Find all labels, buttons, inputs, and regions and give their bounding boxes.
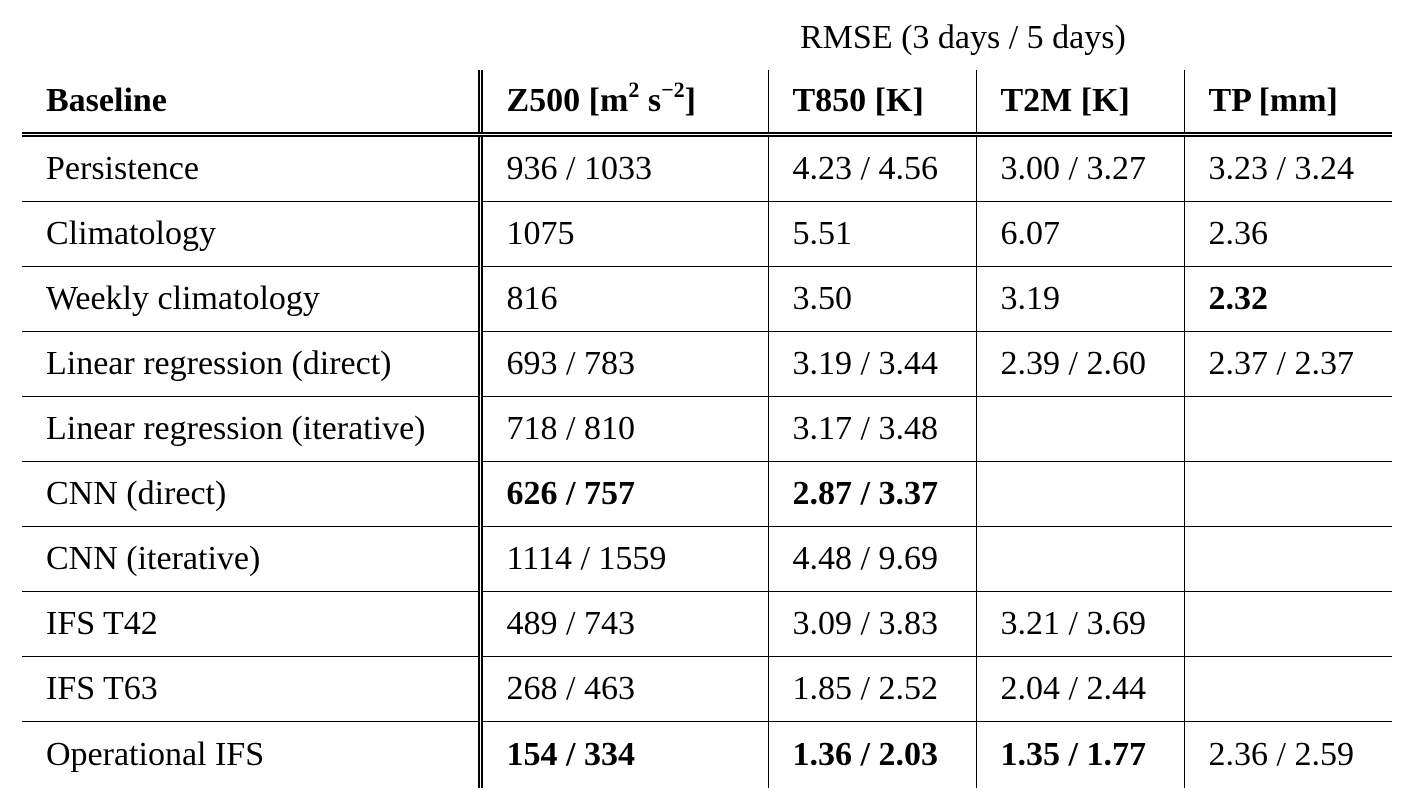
z500-header-sup1: 2 <box>628 77 640 102</box>
z500-header-prefix: Z500 [m <box>506 82 629 119</box>
col-header-tp: TP [mm] <box>1184 70 1392 135</box>
table-row <box>22 202 1392 267</box>
cell-z500: 718 / 810 <box>480 397 768 462</box>
cell-baseline: Linear regression (iterative) <box>22 397 480 462</box>
cell-t850: 4.23 / 4.56 <box>768 135 976 202</box>
table-row <box>22 267 1392 332</box>
cell-baseline: IFS T63 <box>22 657 480 722</box>
cell-baseline: Persistence <box>22 135 480 202</box>
cell-baseline: CNN (direct) <box>22 462 480 527</box>
col-header-baseline: Baseline <box>22 70 480 135</box>
table-row <box>22 462 1392 527</box>
cell-tp: 2.32 <box>1184 267 1392 332</box>
cell-z500: 1075 <box>480 202 768 267</box>
cell-t850: 1.36 / 2.03 <box>768 722 976 789</box>
cell-baseline: CNN (iterative) <box>22 527 480 592</box>
cell-t850: 5.51 <box>768 202 976 267</box>
cell-z500: 626 / 757 <box>480 462 768 527</box>
col-header-z500 <box>480 70 768 135</box>
cell-z500: 1114 / 1559 <box>480 527 768 592</box>
table-row <box>22 722 1392 789</box>
cell-t850: 2.87 / 3.37 <box>768 462 976 527</box>
col-header-t2m: T2M [K] <box>976 70 1184 135</box>
cell-baseline: Climatology <box>22 202 480 267</box>
cell-t2m: 3.19 <box>976 267 1184 332</box>
rmse-group-header: RMSE (3 days / 5 days) <box>800 19 1126 56</box>
cell-t2m <box>976 527 1184 592</box>
cell-tp: 2.36 / 2.59 <box>1184 722 1392 789</box>
cell-tp: 2.37 / 2.37 <box>1184 332 1392 397</box>
cell-t2m: 6.07 <box>976 202 1184 267</box>
z500-header-sup2: −2 <box>661 77 685 102</box>
cell-t2m <box>976 397 1184 462</box>
cell-tp: 2.36 <box>1184 202 1392 267</box>
cell-t850: 1.85 / 2.52 <box>768 657 976 722</box>
cell-z500: 268 / 463 <box>480 657 768 722</box>
cell-t2m: 2.39 / 2.60 <box>976 332 1184 397</box>
cell-t2m: 3.00 / 3.27 <box>976 135 1184 202</box>
cell-baseline: IFS T42 <box>22 592 480 657</box>
table-header-row <box>22 70 1392 135</box>
cell-tp <box>1184 397 1392 462</box>
cell-baseline: Operational IFS <box>46 736 265 773</box>
cell-t850: 3.50 <box>768 267 976 332</box>
table-row <box>22 332 1392 397</box>
cell-t850: 3.17 / 3.48 <box>768 397 976 462</box>
table-row <box>22 592 1392 657</box>
cell-t850: 4.48 / 9.69 <box>768 527 976 592</box>
cell-baseline: Linear regression (direct) <box>22 332 480 397</box>
cell-t2m: 1.35 / 1.77 <box>976 722 1184 789</box>
cell-tp <box>1184 592 1392 657</box>
cell-tp <box>1184 527 1392 592</box>
cell-tp <box>1184 462 1392 527</box>
cell-tp <box>1184 657 1392 722</box>
cell-baseline: Weekly climatology <box>22 267 480 332</box>
cell-t850: 3.19 / 3.44 <box>768 332 976 397</box>
table-row <box>22 397 1392 462</box>
table-row <box>22 135 1392 202</box>
cell-z500: 154 / 334 <box>480 722 768 789</box>
cell-t2m: 2.04 / 2.44 <box>976 657 1184 722</box>
cell-z500: 489 / 743 <box>480 592 768 657</box>
cell-t2m: 3.21 / 3.69 <box>976 592 1184 657</box>
z500-header-mid: s <box>639 82 662 119</box>
col-header-t850: T850 [K] <box>768 70 976 135</box>
cell-z500: 816 <box>480 267 768 332</box>
z500-header-suffix: ] <box>684 82 696 119</box>
table-row <box>22 657 1392 722</box>
cell-t850: 3.09 / 3.83 <box>768 592 976 657</box>
table-row <box>22 527 1392 592</box>
cell-z500: 693 / 783 <box>480 332 768 397</box>
rmse-results-table <box>22 70 1392 788</box>
cell-t2m <box>976 462 1184 527</box>
cell-z500: 936 / 1033 <box>480 135 768 202</box>
cell-tp: 3.23 / 3.24 <box>1184 135 1392 202</box>
